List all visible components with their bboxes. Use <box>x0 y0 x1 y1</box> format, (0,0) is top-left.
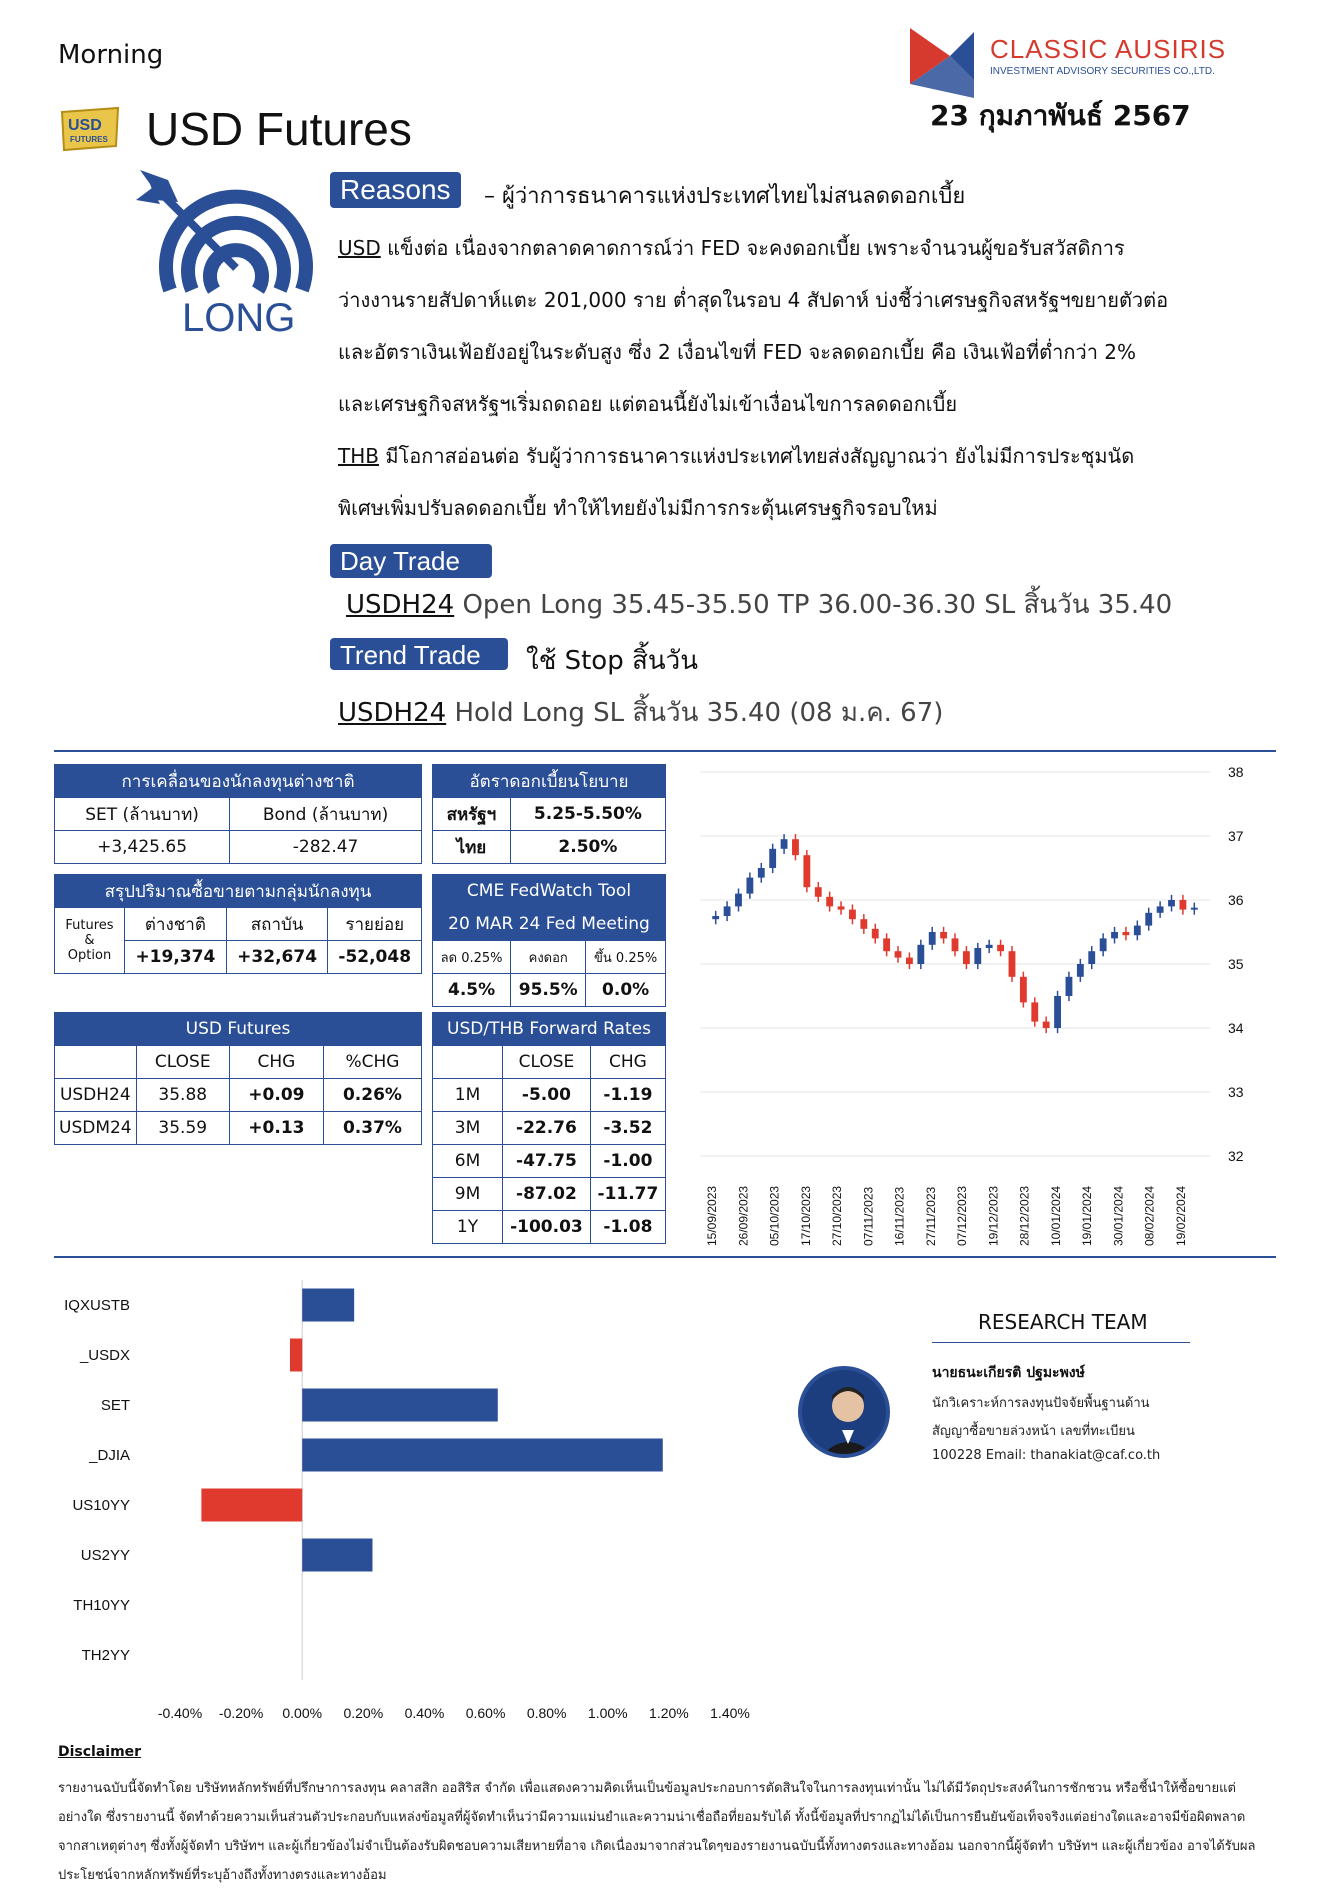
forward-header-blank <box>433 1046 503 1079</box>
thb-line-2: พิเศษเพิ่มปรับลดดอกเบี้ย ทำให้ไทยยังไม่มีการกระตุ้นเศรษฐกิจรอบใหม่ <box>338 496 938 520</box>
fedwatch-value-hold: 95.5% <box>511 974 586 1007</box>
forward-close: -87.02 <box>503 1178 591 1211</box>
policy-rate-th-label: ไทย <box>433 831 511 864</box>
category-label: US2YY <box>80 1547 130 1564</box>
category-label: IQXUSTB <box>64 1297 130 1314</box>
x-tick-label: -0.40% <box>157 1705 203 1721</box>
section-divider-top <box>54 750 1276 752</box>
usd-futures-symbol: USDM24 <box>55 1112 137 1145</box>
usd-price-candlestick-chart <box>690 760 1270 1250</box>
research-team-title: RESEARCH TEAM <box>978 1310 1148 1334</box>
trend-trade-badge: Trend Trade <box>330 638 508 670</box>
investor-summary-title: สรุปปริมาณซื้อขายตามกลุ่มนักลงทุน <box>55 875 422 908</box>
bar <box>201 1489 302 1522</box>
analyst-name: นายธนะเกียรติ ปฐมะพงษ์ <box>932 1365 1085 1381</box>
usd-futures-close: 35.59 <box>136 1112 229 1145</box>
usd-futures-pct: 0.26% <box>323 1079 421 1112</box>
usd-line-2: ว่างงานรายสัปดาห์แตะ 201,000 ราย ต่ำสุดในรอบ 4 สัปดาห์ บ่งชี้ว่าเศรษฐกิจสหรัฐฯขยายตัวต่อ <box>338 288 1169 312</box>
candle-body <box>895 951 902 957</box>
forward-chg: -3.52 <box>590 1112 665 1145</box>
candle-body <box>1088 951 1095 964</box>
foreign-flow-set-value: +3,425.65 <box>55 831 230 864</box>
usd-paragraph <box>338 222 1278 534</box>
day-trade-text: Open Long 35.45-35.50 TP 36.00-36.30 SL สิ้นวัน 35.40 <box>454 590 1173 620</box>
analyst-role-line-2: สัญญาซื้อขายล่วงหน้า เลขที่ทะเบียน <box>932 1424 1135 1439</box>
bar <box>302 1439 663 1472</box>
bar <box>302 1389 498 1422</box>
reasons-headline: – ผู้ว่าการธนาคารแห่งประเทศไทยไม่สนลดดอกเบี้ย <box>484 184 966 209</box>
y-tick-label: 38 <box>1228 764 1244 780</box>
x-tick-label: 1.00% <box>587 1705 628 1721</box>
research-team-divider <box>932 1342 1190 1343</box>
usd-futures-header-pct: %CHG <box>323 1046 421 1079</box>
candle-body <box>1179 900 1186 910</box>
fedwatch-header-hike: ขึ้น 0.25% <box>586 941 666 974</box>
x-tick-label: 28/12/2023 <box>1017 1185 1032 1246</box>
trend-trade-text: Hold Long SL สิ้นวัน 35.40 (08 ม.ค. 67) <box>446 698 944 728</box>
investor-value-institution: +32,674 <box>226 941 328 974</box>
table-row <box>433 1178 666 1211</box>
foreign-flow-title: การเคลื่อนของนักลงทุนต่างชาติ <box>55 765 422 798</box>
candle-body <box>974 948 981 964</box>
forward-close: -22.76 <box>503 1112 591 1145</box>
category-label: US10YY <box>72 1497 130 1514</box>
usd-futures-table <box>54 1012 422 1145</box>
usd-futures-pct: 0.37% <box>323 1112 421 1145</box>
usd-tag: USD <box>338 236 381 260</box>
fedwatch-value-cut: 4.5% <box>433 974 511 1007</box>
report-date: 23 กุมภาพันธ์ 2567 <box>930 99 1191 132</box>
candle-body <box>883 938 890 951</box>
x-tick-label: 19/12/2023 <box>986 1185 1001 1246</box>
disclaimer-title: Disclaimer <box>58 1744 142 1760</box>
usd-futures-header-close: CLOSE <box>136 1046 229 1079</box>
table-row <box>55 1079 422 1112</box>
x-tick-label: 27/11/2023 <box>923 1186 938 1246</box>
bar <box>302 1289 354 1322</box>
x-tick-label: 0.80% <box>526 1705 567 1721</box>
foreign-flow-table <box>54 764 422 864</box>
candle-body <box>929 932 936 945</box>
usd-futures-close: 35.88 <box>136 1079 229 1112</box>
x-tick-label: 05/10/2023 <box>767 1185 782 1246</box>
candle-body <box>1100 938 1107 951</box>
forward-rates-table <box>432 1012 666 1244</box>
forward-close: -5.00 <box>503 1079 591 1112</box>
page-title: USD Futures <box>146 103 412 155</box>
x-tick-label: 30/01/2024 <box>1111 1185 1126 1246</box>
day-trade-badge: Day Trade <box>330 544 492 578</box>
table-row <box>433 1079 666 1112</box>
x-tick-label: 1.40% <box>710 1705 750 1721</box>
candle-body <box>746 878 753 894</box>
forward-chg: -1.00 <box>590 1145 665 1178</box>
policy-rate-title: อัตราดอกเบี้ยนโยบาย <box>433 765 666 798</box>
category-label: _USDX <box>79 1347 130 1364</box>
candle-body <box>1054 996 1061 1028</box>
policy-rate-us-label: สหรัฐฯ <box>433 798 511 831</box>
disclaimer-text: รายงานฉบับนี้จัดทำโดย บริษัทหลักทรัพย์ที่ปรึกษาการลงทุน คลาสสิก ออสิริส จำกัด เพื่อแสดงความคิดเห็นเป็นข้อมูลประกอบการตัดสินใจในการลงทุนเท่านั้น ไม่ได้มีวัตถุประสงค์ในการชักชวน หรือชี้นำให้ซื้อขายแต่อย่างใด ซึ่งรายงานนี้ จัดทำด้วยความเห็นส่วนตัวประกอบกับแหล่งข้อมูลที่ผู้จัดทำเห็นว่ามีความแม่นยำและความน่าเชื่อถือที่ยอมรับได้ ทั้งนี้ข้อมูลที่ปรากฏไม่ได้เป็นการยืนยันข้อเท็จจริงแต่อย่างใดและอาจมีข้อผิดพลาดจากสาเหตุต่างๆ ซึ่งทั้งผู้จัดทำ บริษัทฯ และผู้เกี่ยวข้องไม่จำเป็นต้องรับผิดชอบความเสียหายที่อาจ เกิดเนื่องมาจากส่วนใดๆของรายงานฉบับนี้ทั้งทางตรงและทางอ้อม นอกจากนี้ผู้จัดทำ บริษัทฯ และผู้เกี่ยวข้อง อาจได้รับผลประโยชน์จากหลักทรัพย์ที่ระบุอ้างถึงทั้งทางตรงและทางอ้อม <box>58 1781 1256 1883</box>
usd-futures-title: USD Futures <box>55 1013 422 1046</box>
candle-body <box>1145 913 1152 926</box>
candle-body <box>712 916 719 919</box>
policy-rate-th-value: 2.50% <box>510 831 665 864</box>
x-tick-label: 27/10/2023 <box>830 1185 844 1246</box>
signal-label: LONG <box>182 296 296 340</box>
candle-body <box>724 906 731 916</box>
candle-body <box>963 951 970 964</box>
svg-text:FUTURES: FUTURES <box>70 135 108 144</box>
table-row <box>55 1112 422 1145</box>
category-label: TH2YY <box>81 1647 130 1664</box>
candle-body <box>860 919 867 929</box>
section-divider-bottom <box>54 1256 1276 1258</box>
candle-body <box>838 906 845 909</box>
usd-line-4: และเศรษฐกิจสหรัฐฯเริ่มถดถอย แต่ตอนนี้ยังไม่เข้าเงื่อนไขการลดดอกเบี้ย <box>338 392 958 416</box>
candle-body <box>1043 1022 1050 1028</box>
day-trade-symbol: USDH24 <box>346 590 455 620</box>
x-tick-label: 26/09/2023 <box>736 1185 751 1246</box>
table-row <box>433 1211 666 1244</box>
candle-body <box>1111 932 1118 938</box>
bar <box>302 1539 372 1572</box>
analyst-role-line-1: นักวิเคราะห์การลงทุนปัจจัยพื้นฐานด้าน <box>932 1396 1150 1411</box>
x-tick-label: 0.20% <box>343 1705 384 1721</box>
category-label: _DJIA <box>89 1447 130 1464</box>
investor-row-label: Futures & Option <box>55 908 125 974</box>
candle-body <box>917 945 924 964</box>
x-tick-label: 1.20% <box>649 1705 689 1721</box>
usd-futures-header-blank <box>55 1046 137 1079</box>
category-label: TH10YY <box>73 1597 130 1614</box>
forward-chg: -1.19 <box>590 1079 665 1112</box>
trend-trade-line <box>338 692 943 733</box>
candle-body <box>769 849 776 868</box>
analyst-contact-line: 100228 Email: thanakiat@caf.co.th <box>932 1448 1161 1463</box>
forward-chg: -11.77 <box>590 1178 665 1211</box>
investor-value-retail: -52,048 <box>328 941 422 974</box>
fedwatch-title: CME FedWatch Tool <box>433 875 666 908</box>
forward-tenor: 1Y <box>433 1211 503 1244</box>
x-tick-label: 08/02/2024 <box>1142 1185 1157 1246</box>
forward-tenor: 6M <box>433 1145 503 1178</box>
usd-futures-chg: +0.13 <box>229 1112 323 1145</box>
x-tick-label: 0.00% <box>282 1705 323 1721</box>
candle-body <box>815 887 822 897</box>
candle-body <box>735 894 742 907</box>
candle-body <box>1168 900 1175 906</box>
forward-rates-title: USD/THB Forward Rates <box>433 1013 666 1046</box>
x-tick-label: 16/11/2023 <box>892 1186 907 1246</box>
y-tick-label: 37 <box>1228 828 1244 844</box>
fedwatch-header-cut: ลด 0.25% <box>433 941 511 974</box>
trend-trade-symbol: USDH24 <box>338 698 447 728</box>
trend-trade-note: ใช้ Stop สิ้นวัน <box>526 646 698 676</box>
x-tick-label: 19/01/2024 <box>1080 1185 1094 1246</box>
fedwatch-value-hike: 0.0% <box>586 974 666 1007</box>
investor-header-foreign: ต่างชาติ <box>125 908 227 941</box>
candle-body <box>906 958 913 964</box>
candle-body <box>986 945 993 948</box>
usd-futures-chg: +0.09 <box>229 1079 323 1112</box>
y-tick-label: 36 <box>1228 892 1244 908</box>
y-tick-label: 32 <box>1228 1148 1244 1164</box>
candle-body <box>940 932 947 938</box>
investor-summary-table <box>54 874 422 974</box>
usd-line-3: และอัตราเงินเฟ้อยังอยู่ในระดับสูง ซึ่ง 2 เงื่อนไขที่ FED จะลดดอกเบี้ย คือ เงินเฟ้อที่ต่ำกว่า 2% <box>338 340 1137 364</box>
x-tick-label: -0.20% <box>218 1705 264 1721</box>
fedwatch-table <box>432 874 666 1007</box>
day-trade-line <box>346 584 1172 625</box>
person-icon <box>802 1370 890 1458</box>
fedwatch-subtitle: 20 MAR 24 Fed Meeting <box>433 908 666 941</box>
candle-body <box>1191 908 1198 910</box>
x-tick-label: 10/01/2024 <box>1048 1185 1063 1246</box>
usd-line-1: แข็งต่อ เนื่องจากตลาดคาดการณ์ว่า FED จะคงดอกเบี้ย เพราะจำนวนผู้ขอรับสวัสดิการ <box>380 236 1125 260</box>
usd-futures-symbol: USDH24 <box>55 1079 137 1112</box>
candle-body <box>1009 951 1016 977</box>
bar <box>290 1339 302 1372</box>
x-tick-label: 0.60% <box>465 1705 506 1721</box>
svg-text:USD: USD <box>68 117 102 134</box>
candle-body <box>758 868 765 878</box>
table-row <box>433 1145 666 1178</box>
policy-rate-table <box>432 764 666 864</box>
thb-tag: THB <box>338 444 379 468</box>
edition-label: Morning <box>58 40 164 70</box>
x-tick-label: 19/02/2024 <box>1173 1185 1188 1246</box>
brand-subtitle: INVESTMENT ADVISORY SECURITIES CO.,LTD. <box>990 66 1215 77</box>
brand-name: CLASSIC AUSIRIS <box>990 34 1227 64</box>
avatar <box>798 1366 890 1458</box>
y-tick-label: 34 <box>1228 1020 1244 1036</box>
candle-body <box>872 929 879 939</box>
candle-body <box>1020 977 1027 1003</box>
forward-tenor: 1M <box>433 1079 503 1112</box>
x-tick-label: 07/11/2023 <box>861 1186 876 1246</box>
candle-body <box>803 855 810 887</box>
candle-body <box>792 839 799 855</box>
thb-line-1: มีโอกาสอ่อนต่อ รับผู้ว่าการธนาคารแห่งประเทศไทยส่งสัญญาณว่า ยังไม่มีการประชุมนัด <box>378 444 1135 468</box>
candle-body <box>1134 926 1141 936</box>
forward-tenor: 3M <box>433 1112 503 1145</box>
forward-tenor: 9M <box>433 1178 503 1211</box>
foreign-flow-bond-value: -282.47 <box>230 831 422 864</box>
candle-body <box>1031 1002 1038 1021</box>
x-tick-label: 17/10/2023 <box>798 1185 813 1246</box>
investor-header-institution: สถาบัน <box>226 908 328 941</box>
candle-body <box>826 897 833 907</box>
market-change-bar-chart <box>50 1270 770 1730</box>
candle-body <box>781 839 788 849</box>
investor-header-retail: รายย่อย <box>328 908 422 941</box>
usd-futures-header-chg: CHG <box>229 1046 323 1079</box>
forward-header-close: CLOSE <box>503 1046 591 1079</box>
forward-chg: -1.08 <box>590 1211 665 1244</box>
usd-futures-logo <box>58 106 122 152</box>
forward-close: -100.03 <box>503 1211 591 1244</box>
x-tick-label: 0.40% <box>404 1705 445 1721</box>
candle-body <box>1066 977 1073 996</box>
category-label: SET <box>100 1397 130 1414</box>
candle-body <box>1123 932 1130 935</box>
y-tick-label: 35 <box>1228 956 1244 972</box>
candle-body <box>1077 964 1084 977</box>
y-tick-label: 33 <box>1228 1084 1244 1100</box>
foreign-flow-col-bond: Bond (ล้านบาท) <box>230 798 422 831</box>
investor-value-foreign: +19,374 <box>125 941 227 974</box>
forward-close: -47.75 <box>503 1145 591 1178</box>
candle-body <box>849 910 856 920</box>
policy-rate-us-value: 5.25-5.50% <box>510 798 665 831</box>
candle-body <box>997 945 1004 951</box>
x-tick-label: 15/09/2023 <box>705 1185 719 1246</box>
foreign-flow-col-set: SET (ล้านบาท) <box>55 798 230 831</box>
candle-body <box>952 938 959 951</box>
fedwatch-header-hold: คงดอก <box>511 941 586 974</box>
candle-body <box>1157 906 1164 912</box>
reasons-badge: Reasons <box>330 172 461 208</box>
x-tick-label: 07/12/2023 <box>955 1185 969 1246</box>
table-row <box>433 1112 666 1145</box>
forward-header-chg: CHG <box>590 1046 665 1079</box>
